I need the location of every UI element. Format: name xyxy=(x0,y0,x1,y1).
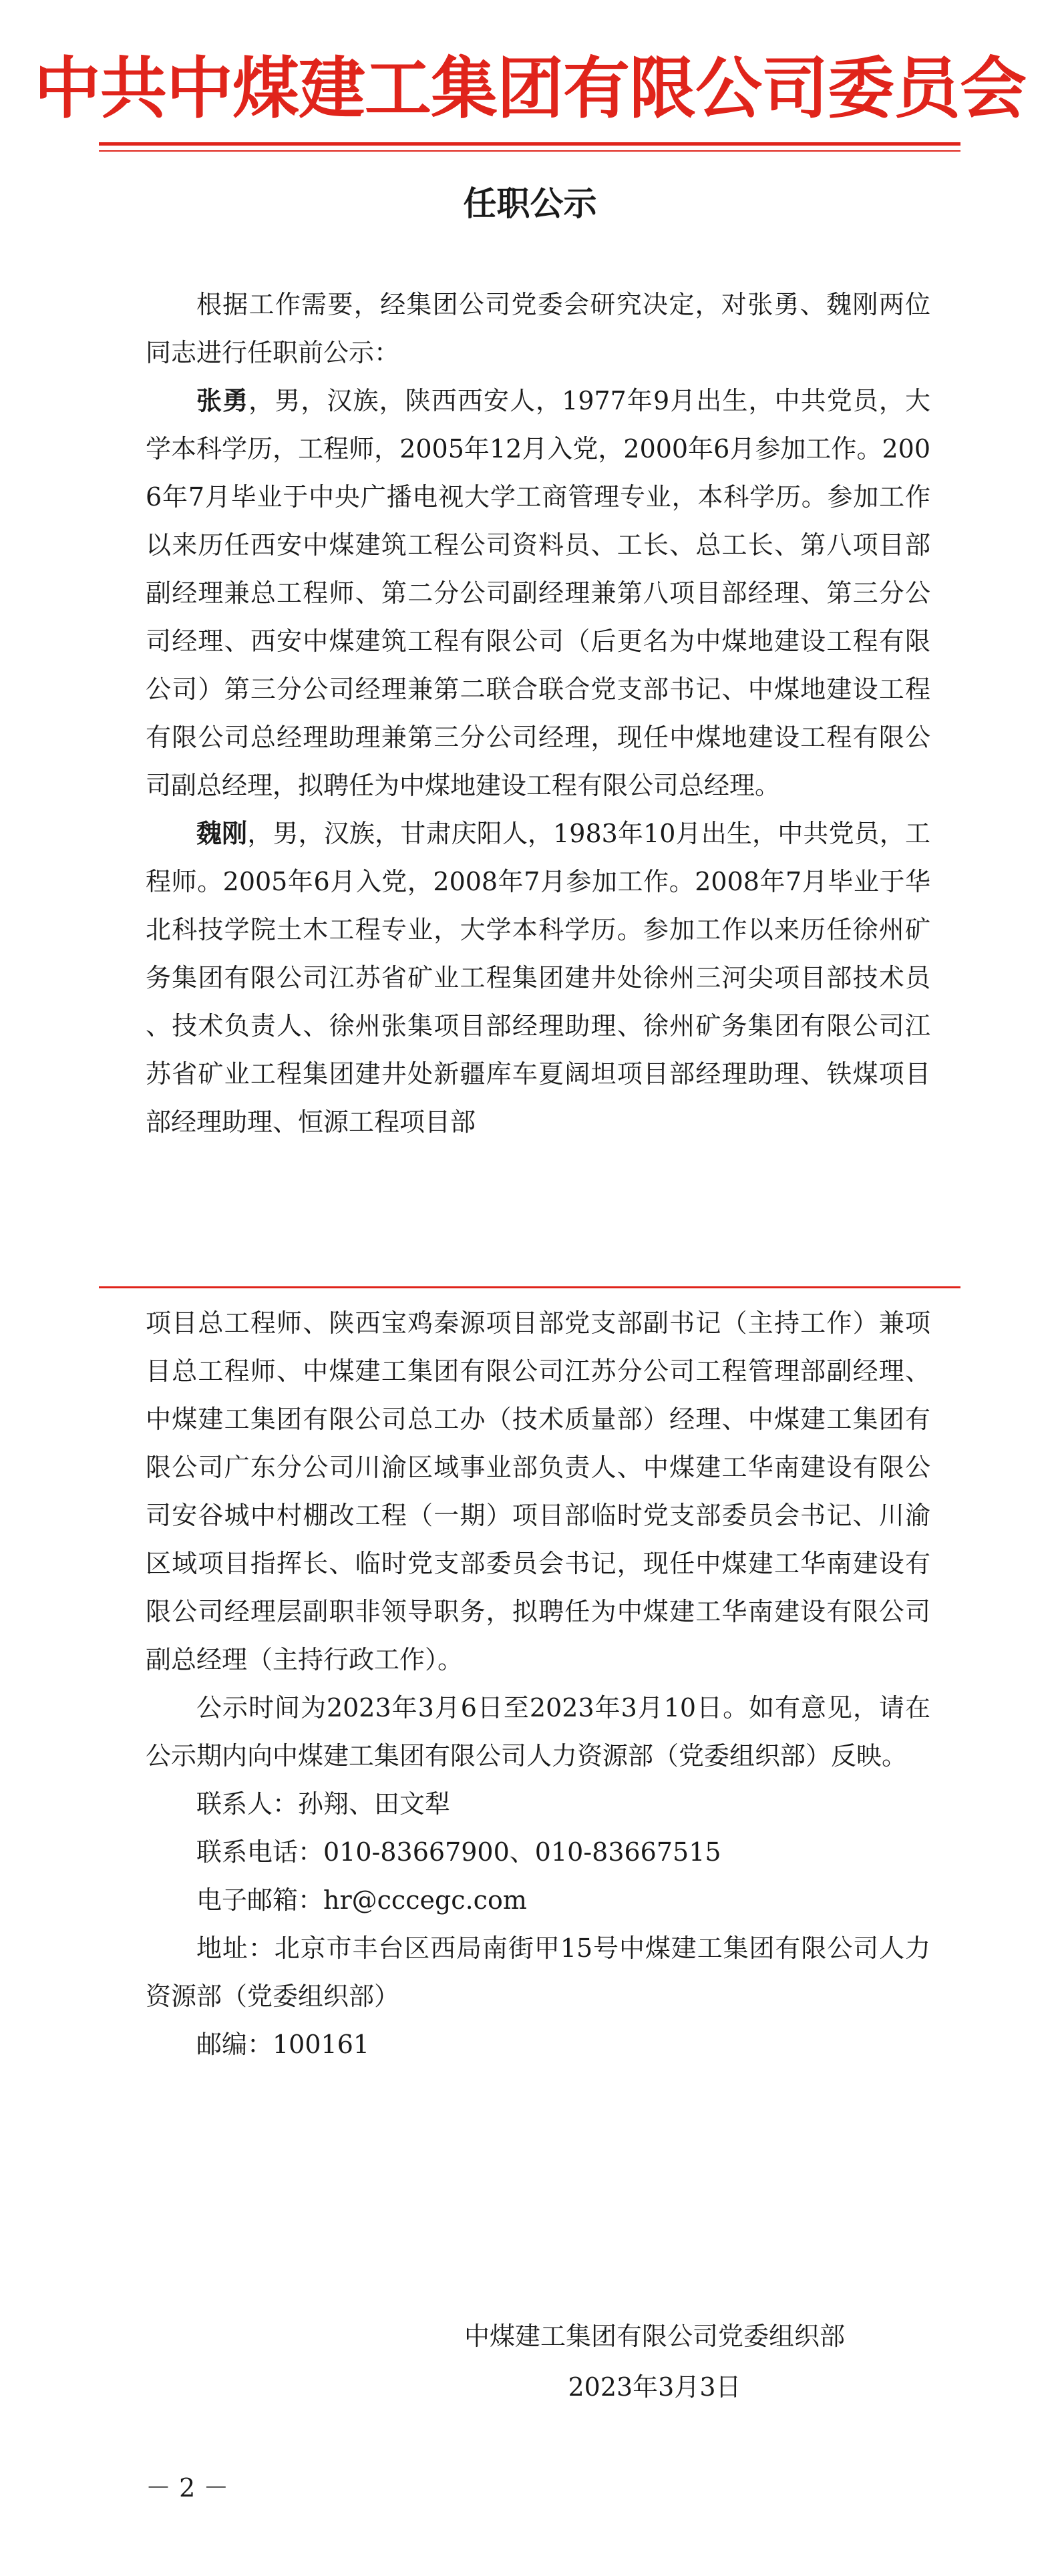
page-break-rule xyxy=(99,1286,960,1288)
candidate-paragraph-1 xyxy=(146,377,930,809)
candidate-paragraph-2 xyxy=(146,809,930,1146)
signature-org: 中煤建工集团有限公司党委组织部 xyxy=(464,2322,845,2351)
document-body-part1 xyxy=(146,281,930,1146)
page-number: － 2 － xyxy=(146,2473,229,2503)
document-title: 任职公示 xyxy=(463,184,597,223)
notice-paragraph: 公示时间为2023年3月6日至2023年3月10日。如有意见，请在公示期内向中煤建工集团有限公司人力资源部（党委组织部）反映。 xyxy=(146,1693,930,1771)
intro-paragraph: 根据工作需要，经集团公司党委会研究决定，对张勇、魏刚两位同志进行任职前公示： xyxy=(146,290,930,367)
candidate-name: 魏刚 xyxy=(196,818,248,848)
signature-block xyxy=(421,2311,888,2412)
contact-email: 电子邮箱：hr@cccegc.com xyxy=(196,1885,527,1915)
contact-postcode: 邮编：100161 xyxy=(196,2030,370,2059)
letterhead-title: 中共中煤建工集团有限公司委员会 xyxy=(34,49,1026,128)
candidate-bio: ，男，汉族，甘肃庆阳人，1983年10月出生，中共党员，工程师。2005年6月入党，2008年7月参加工作。2008年7月毕业于华北科技学院土木工程专业，大学本科学历。参加工作以来历任徐州矿务集团有限公司江苏省矿业工程集团建井处徐州三河尖项目部技术员、技术负责人、徐州张集项目部经理助理、徐州矿务集团有限公司江苏省矿业工程集团建井处新疆库车夏阔坦项目部经理助理、铁煤项目部经理助理、恒源工程项目部 xyxy=(146,819,930,1137)
candidate-name: 张勇 xyxy=(196,385,249,415)
contact-address: 地址：北京市丰台区西局南街甲15号中煤建工集团有限公司人力资源部（党委组织部） xyxy=(146,1934,930,2011)
letterhead-rule-top xyxy=(99,142,960,146)
signature-date: 2023年3月3日 xyxy=(568,2372,741,2402)
document-body-part2 xyxy=(146,1299,930,2068)
letterhead-rule-bottom xyxy=(99,150,960,152)
contact-phone: 联系电话：010-83667900、010-83667515 xyxy=(196,1837,721,1867)
candidate-bio-continued: 项目总工程师、陕西宝鸡秦源项目部党支部副书记（主持工作）兼项目总工程师、中煤建工集团有限公司江苏分公司工程管理部副经理、中煤建工集团有限公司总工办（技术质量部）经理、中煤建工集团有限公司广东分公司川渝区域事业部负责人、中煤建工华南建设有限公司安谷城中村棚改工程（一期）项目部临时党支部委员会书记、川渝区域项目指挥长、临时党支部委员会书记，现任中煤建工华南建设有限公司经理层副职非领导职务，拟聘任为中煤建工华南建设有限公司副总经理（主持行政工作）。 xyxy=(146,1308,930,1674)
contact-person: 联系人：孙翔、田文犁 xyxy=(196,1789,451,1819)
candidate-bio: ，男，汉族，陕西西安人，1977年9月出生，中共党员，大学本科学历，工程师，2005年12月入党，2000年6月参加工作。2006年7月毕业于中央广播电视大学工商管理专业，本科学历。参加工作以来历任西安中煤建筑工程公司资料员、工长、总工长、第八项目部副经理兼总工程师、第二分公司副经理兼第八项目部经理、第三分公司经理、西安中煤建筑工程有限公司（后更名为中煤地建设工程有限公司）第三分公司经理兼第二联合联合党支部书记、中煤地建设工程有限公司总经理助理兼第三分公司经理，现任中煤地建设工程有限公司副总经理，拟聘任为中煤地建设工程有限公司总经理。 xyxy=(146,386,930,800)
